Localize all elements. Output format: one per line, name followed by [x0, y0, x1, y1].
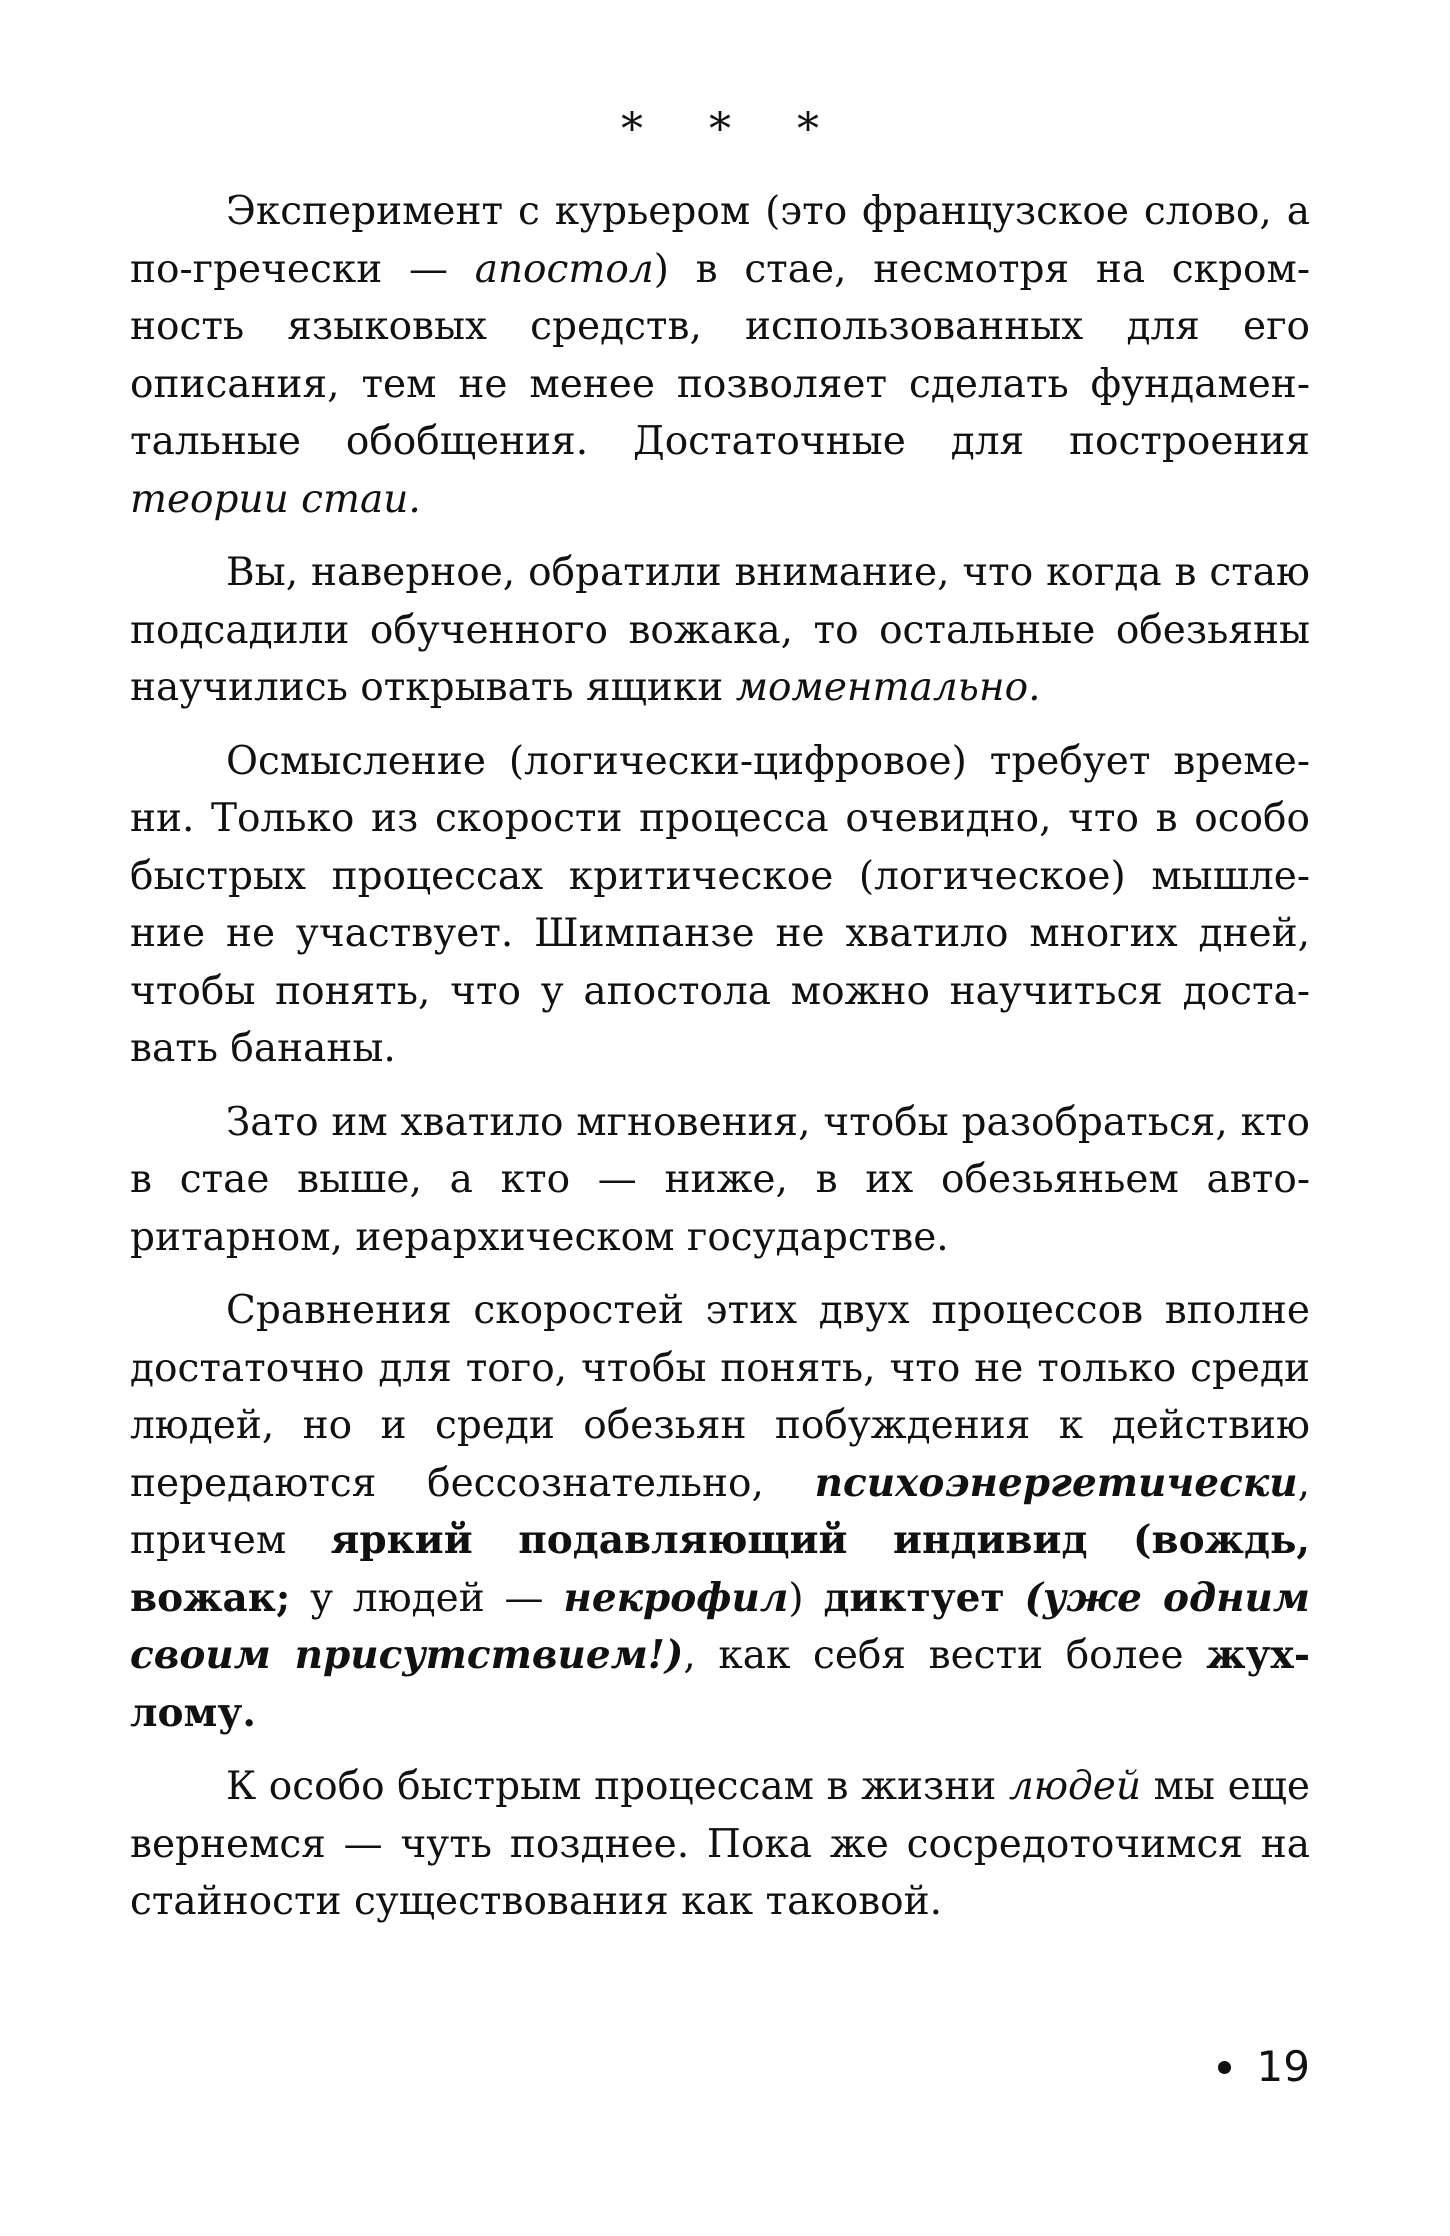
text-run: Зато им хватило мгновения, чтобы разобраться, кто в стае выше, а кто — ниже, в их обезьяньем авторитарном, иерархическом государстве. — [130, 1099, 1310, 1260]
text-run: Эксперимент с курьером (это французское слово, а по-гречески — — [130, 189, 1310, 292]
paragraph-1 — [130, 183, 1310, 528]
paragraph-5 — [130, 1282, 1310, 1742]
text-run: психоэнергетически — [814, 1459, 1298, 1506]
text-run: людей — [1008, 1764, 1141, 1809]
paragraph-4 — [130, 1094, 1310, 1267]
text-run: К особо быстрым процессам в жизни — [226, 1764, 1009, 1809]
text-run: , причем — [130, 1460, 1310, 1563]
text-run: (уже одним своим присутствием!) — [130, 1574, 1310, 1678]
text-run — [1005, 1576, 1025, 1621]
page-body — [130, 105, 1310, 1947]
text-run: яркий подавляющий индивид (вождь, вожак; — [130, 1517, 1310, 1621]
paragraph-3 — [130, 733, 1310, 1078]
text-run: Вы, наверное, обратили внимание, что когда в стаю подсадили обученного вожака, то остальные обезьяны научились открывать ящики — [130, 550, 1310, 710]
text-run: Сравнения скоростей этих двух процессов вполне достаточно для того, чтобы понять, что не только среди людей, но и среди обезьян побуждения к действию передаются бессознательно, — [130, 1288, 1310, 1506]
text-run: у людей — — [290, 1575, 564, 1621]
section-separator: * * * — [621, 104, 845, 155]
page-number: 19 — [1256, 2042, 1310, 2091]
text-run: мы еще вернемся — чуть позднее. Пока же сосредоточимся на стайности существования как таковой. — [130, 1764, 1310, 1924]
text-run: моментально. — [735, 665, 1041, 710]
bullet-icon — [1218, 2061, 1231, 2074]
text-run: диктует — [823, 1574, 1005, 1621]
text-run: теории стаи. — [130, 476, 421, 522]
text-run: ) — [788, 1575, 824, 1621]
paragraph-6 — [130, 1758, 1310, 1931]
text-run: ) в стае, несмотря на скромность языковых средств, использованных для его описания, тем не менее позволяет сделать фундаментальные обобщения. Достаточные для построения — [130, 246, 1310, 464]
text-run: , как себя вести более — [683, 1633, 1207, 1678]
text-run: некрофил — [563, 1574, 789, 1621]
paragraph-2 — [130, 544, 1310, 717]
text-run: Осмысление (логически-цифровое) требует времени. Только из скорости процесса очевидно, что в особо быстрых процессах критическое (логическое) мышление не участвует. Шимпанзе не хватило многих дней, чтобы понять, что у апостола можно научиться доставать бананы. — [130, 738, 1310, 1071]
text-run: жухлому. — [130, 1632, 1310, 1736]
page-footer — [1218, 2042, 1310, 2092]
text-run: апостол — [474, 246, 654, 292]
